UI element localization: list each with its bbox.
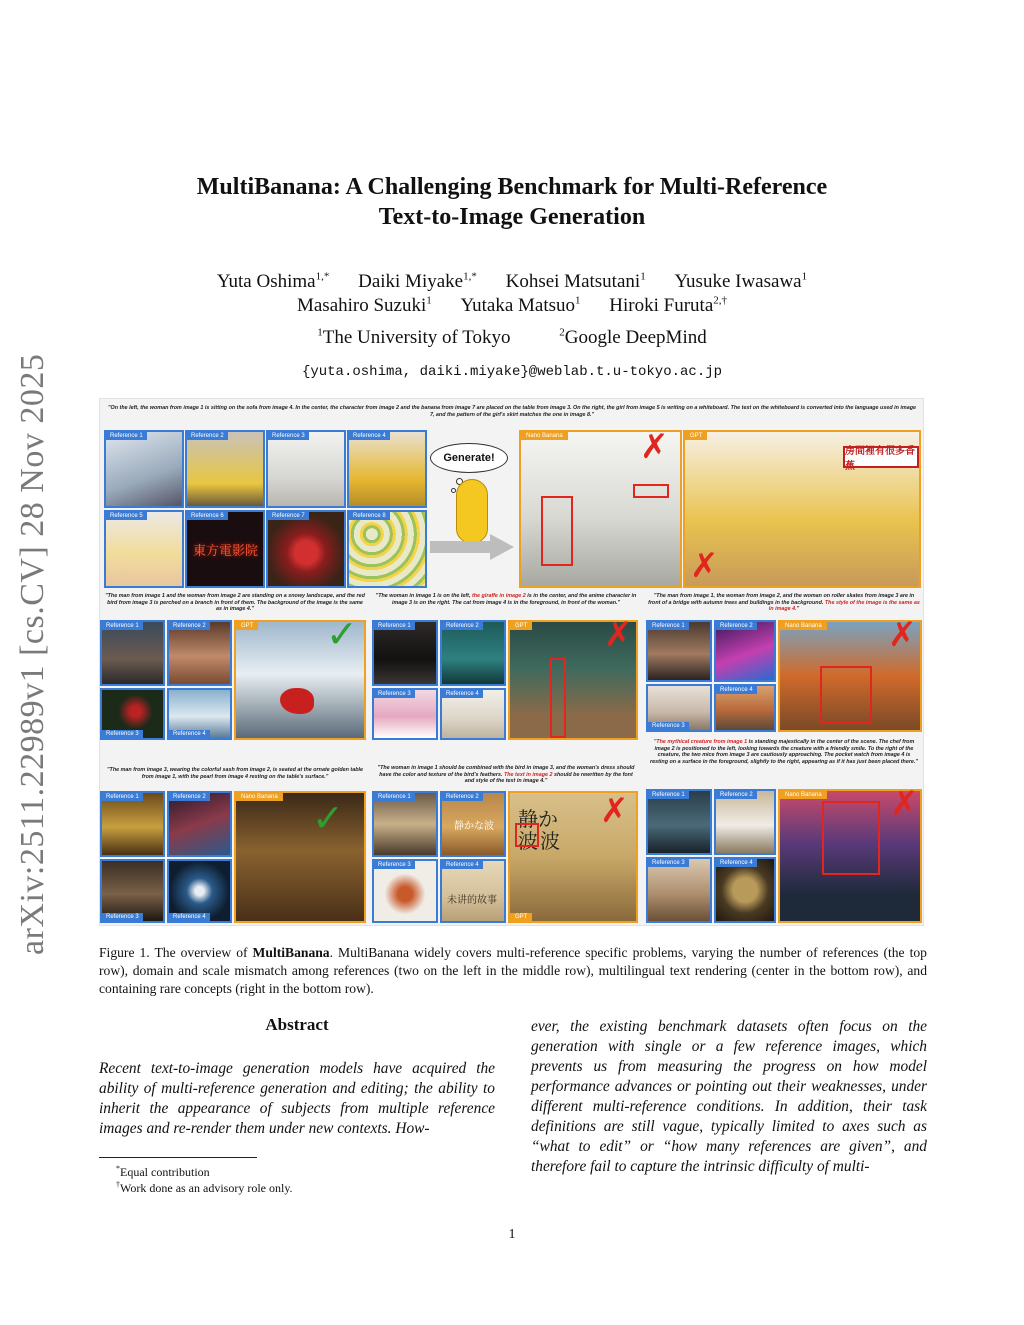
author bbox=[506, 271, 646, 292]
reference-image bbox=[714, 684, 776, 732]
title-line-2: Text-to-Image Generation bbox=[378, 204, 646, 230]
author bbox=[461, 295, 581, 316]
reference-label: Reference 3 bbox=[648, 722, 689, 730]
top-prompt: "On the left, the woman from image 1 is sitting on the sofa from image 4. In the center, the character from image 2 and the banana from image 7 are placed on the table from image 3. On the right, the girl from image 5 is writing on a whiteboard. The text on the whiteboard is converted into the language used in image 7, and the pattern of the girl's skirt matches the one in image 8." bbox=[108, 405, 916, 418]
rendered-text: 静か bbox=[518, 807, 558, 831]
affiliation-sup: 2 bbox=[559, 326, 565, 339]
affiliations bbox=[0, 326, 1024, 350]
reference-image bbox=[185, 510, 265, 588]
rendered-text: 波 bbox=[540, 829, 560, 853]
error-highlight bbox=[541, 496, 573, 566]
model-label: Nano Banana bbox=[780, 622, 827, 630]
reference-image bbox=[440, 688, 506, 740]
reference-image bbox=[347, 510, 427, 588]
model-label: GPT bbox=[236, 622, 258, 630]
abstract-left-column: Recent text-to-image generation models have acquired the ability of multi-reference generation and editing; the ability to inherit the appearance of subjects from multiple reference images and re-render them under new contexts. How- bbox=[99, 1060, 495, 1137]
error-highlight bbox=[515, 823, 539, 847]
reference-label: Reference 8 bbox=[349, 512, 390, 520]
error-highlight bbox=[633, 484, 669, 498]
title-line-1: MultiBanana: A Challenging Benchmark for Multi-Reference bbox=[196, 174, 828, 200]
reference-label: Reference 6 bbox=[187, 512, 228, 520]
cross-icon: ✗ bbox=[890, 784, 919, 824]
reference-label: Reference 2 bbox=[187, 432, 228, 440]
figure-1 bbox=[99, 398, 924, 926]
reference-image bbox=[714, 857, 776, 923]
reference-image bbox=[100, 620, 165, 686]
prompt-text: "The woman in image 1 is on the left, bbox=[375, 593, 472, 599]
cross-icon: ✗ bbox=[640, 427, 669, 467]
prompt-highlight: The text in image 2 bbox=[503, 771, 553, 778]
prompt-highlight: the giraffe in image 2 bbox=[471, 593, 526, 599]
cross-icon: ✗ bbox=[888, 615, 917, 655]
reference-label: Reference 1 bbox=[374, 622, 415, 630]
prompt-text: "The man from image 1, the woman from image 2, and the woman on roller skates from image 3 are in front of a bridge with autumn trees and buildings in the background. bbox=[648, 593, 915, 606]
prompt-text: is standing majestically in the center of the scene. The chef from image 2 is positioned to the left, looking towards the creature with a friendly smile. To the right of the creature, the two mice from image 3 are cautiously approaching. The pocket watch from image 4 is resting on a surface in the foreground, slightly to the right, appearing as if it has just been placed there." bbox=[650, 739, 918, 765]
affiliation bbox=[317, 327, 510, 348]
author-name: Yusuke Iwasawa bbox=[674, 271, 802, 292]
reference-label: Reference 3 bbox=[374, 690, 415, 698]
error-highlight bbox=[550, 658, 566, 738]
reference-image bbox=[714, 620, 776, 682]
reference-image bbox=[440, 791, 506, 857]
check-icon: ✓ bbox=[312, 796, 344, 840]
reference-label: Reference 2 bbox=[716, 791, 757, 799]
reference-image bbox=[185, 430, 265, 508]
reference-label: Reference 3 bbox=[374, 861, 415, 869]
model-label: Nano Banana bbox=[236, 793, 283, 801]
author-sup: 1 bbox=[640, 270, 646, 283]
reference-label: Reference 1 bbox=[648, 622, 689, 630]
footnote bbox=[116, 1162, 210, 1179]
reference-label: Reference 4 bbox=[169, 730, 210, 738]
reference-image bbox=[646, 789, 712, 855]
reference-image bbox=[646, 857, 712, 923]
author bbox=[297, 295, 432, 316]
model-label: Nano Banana bbox=[780, 791, 827, 799]
reference-image bbox=[714, 789, 776, 855]
author-sup: 1 bbox=[426, 294, 432, 307]
affiliation bbox=[559, 327, 706, 348]
reference-label: Reference 1 bbox=[648, 791, 689, 799]
cross-icon: ✗ bbox=[600, 791, 629, 831]
reference-label: Reference 7 bbox=[268, 512, 309, 520]
footnote-mark: † bbox=[116, 1180, 120, 1189]
reference-image bbox=[372, 859, 438, 923]
calligraphy-text: 静かな波 bbox=[454, 821, 494, 832]
arxiv-identifier: arXiv:2511.22989v1 [cs.CV] 28 Nov 2025 bbox=[14, 353, 51, 955]
cross-icon: ✗ bbox=[604, 615, 633, 655]
prompt-highlight: "The mythical creature from image 1 bbox=[653, 739, 748, 745]
model-label: GPT bbox=[510, 622, 532, 630]
reference-label: Reference 4 bbox=[349, 432, 390, 440]
middle-prompt-2 bbox=[375, 593, 637, 615]
reference-label: Reference 4 bbox=[716, 859, 757, 867]
author-name: Yutaka Matsuo bbox=[460, 295, 576, 316]
error-highlight bbox=[822, 801, 880, 875]
abstract-right-column: ever, the existing benchmark datasets often focus on the generation with single or a few reference images, which prevents us from measuring the progress on how model performance advances or pointing out their weaknesses, under different multi-reference conditions. In addition, their task definitions are still vague, typically limited to axes such as “what to edit” or “how many references are given”, and therefore fail to capture the intrinsic difficulty of multi- bbox=[531, 1018, 927, 1175]
reference-label: Reference 1 bbox=[102, 793, 143, 801]
error-highlight bbox=[820, 666, 872, 724]
caption-text: . MultiBanana widely covers multi-reference specific problems, varying the number of references (the top row), domain and scale mismatch among references (two on the left in the middle row), multilingual text rendering (center in the bottom row), and containing rare concepts (right in the bottom row). bbox=[99, 945, 927, 996]
arrow-right-icon bbox=[430, 534, 516, 560]
middle-prompt-3 bbox=[648, 593, 920, 615]
reference-label: Reference 2 bbox=[442, 793, 483, 801]
caption-prefix: Figure 1. The overview of bbox=[99, 945, 253, 960]
reference-image bbox=[372, 620, 438, 686]
author-name: Hiroki Furuta bbox=[609, 295, 714, 316]
bottom-prompt-3 bbox=[648, 739, 920, 781]
abstract-heading: Abstract bbox=[265, 1015, 329, 1034]
reference-label: Reference 3 bbox=[648, 859, 689, 867]
reference-image bbox=[372, 791, 438, 857]
authors-row-1 bbox=[0, 270, 1024, 294]
reference-image bbox=[167, 620, 232, 686]
reference-label: Reference 5 bbox=[106, 512, 147, 520]
author-sup: 1,* bbox=[315, 270, 330, 283]
reference-image bbox=[266, 510, 346, 588]
author-name: Daiki Miyake bbox=[358, 271, 464, 292]
author-email: {yuta.oshima, daiki.miyake}@weblab.t.u-tokyo.ac.jp bbox=[301, 364, 723, 380]
check-icon: ✓ bbox=[326, 612, 358, 656]
middle-prompt-1: "The man from image 1 and the woman from image 2 are standing on a snowy landscape, and the red bird from image 3 is perched on a branch in front of them. The background of the image is the same as in image 4." bbox=[105, 593, 365, 613]
reference-label: Reference 3 bbox=[102, 730, 143, 738]
reference-label: Reference 4 bbox=[442, 861, 483, 869]
footnote-text: Work done as an advisory role only. bbox=[120, 1181, 293, 1195]
neon-sign: 東方電影院 bbox=[193, 544, 259, 559]
prompt-text: is in the center, and the anime character in image 3 is on the right. The cat from image 4 is in the foreground, in front of the woman." bbox=[391, 593, 637, 606]
reference-image bbox=[646, 684, 712, 732]
prompt-text: should be rewritten by the font and style of the text in image 4." bbox=[464, 771, 633, 785]
author-name: Yuta Oshima bbox=[216, 271, 316, 292]
author bbox=[674, 271, 807, 292]
reference-image bbox=[100, 859, 165, 923]
ticket-text: 未讲的故事 bbox=[447, 895, 497, 906]
author bbox=[358, 271, 477, 292]
author-sup: 1 bbox=[575, 294, 581, 307]
reference-label: Reference 2 bbox=[716, 622, 757, 630]
prompt-highlight: The style of the image is the same as in image 4. bbox=[768, 599, 920, 613]
author-name: Masahiro Suzuki bbox=[296, 295, 427, 316]
footnote-mark: * bbox=[116, 1164, 120, 1173]
figure-caption bbox=[99, 944, 927, 998]
page-number: 1 bbox=[508, 1227, 516, 1242]
cross-icon: ✗ bbox=[690, 546, 719, 586]
reference-image bbox=[440, 859, 506, 923]
bottom-prompt-2 bbox=[375, 765, 637, 787]
caption-bold: MultiBanana bbox=[252, 945, 330, 960]
author-sup: 1,* bbox=[463, 270, 477, 283]
prompt-text: " bbox=[796, 606, 800, 613]
reference-image bbox=[100, 791, 165, 857]
reference-label: Reference 3 bbox=[102, 913, 143, 921]
model-label: Nano Banana bbox=[521, 432, 568, 440]
model-output bbox=[234, 791, 366, 923]
reference-image bbox=[100, 688, 165, 740]
footnote-rule bbox=[99, 1157, 257, 1158]
reference-label: Reference 4 bbox=[442, 690, 483, 698]
authors-row-2 bbox=[0, 294, 1024, 318]
author-name: Kohsei Matsutani bbox=[505, 271, 641, 292]
reference-label: Reference 1 bbox=[106, 432, 147, 440]
prompt-text: "The woman in image 1 should be combined with the bird in image 3, and the woman's dress should have the color and texture of the bird's feathers. bbox=[377, 765, 635, 778]
reference-image bbox=[104, 430, 184, 508]
reference-image bbox=[347, 430, 427, 508]
reference-image bbox=[372, 688, 438, 740]
model-label: GPT bbox=[510, 913, 532, 921]
reference-image bbox=[167, 859, 232, 923]
footnote-text: Equal contribution bbox=[120, 1165, 210, 1179]
reference-image bbox=[440, 620, 506, 686]
reference-label: Reference 4 bbox=[716, 686, 757, 694]
affiliation-sup: 1 bbox=[317, 326, 323, 339]
reference-image bbox=[167, 688, 232, 740]
reference-label: Reference 1 bbox=[102, 622, 143, 630]
red-bird-icon bbox=[280, 688, 314, 714]
bottom-prompt-1: "The man from image 3, wearing the colorful sash from image 2, is seated at the ornate golden table from image 1, with the pearl from image 4 resting on the table's surface." bbox=[107, 767, 363, 780]
reference-label: Reference 3 bbox=[268, 432, 309, 440]
reference-label: Reference 2 bbox=[442, 622, 483, 630]
reference-label: Reference 1 bbox=[374, 793, 415, 801]
author bbox=[609, 295, 727, 316]
rendered-text: 波 bbox=[518, 829, 538, 853]
reference-label: Reference 4 bbox=[169, 913, 210, 921]
affiliation-name: Google DeepMind bbox=[564, 327, 707, 348]
author-sup: 2,† bbox=[713, 294, 728, 307]
author-sup: 1 bbox=[801, 270, 808, 283]
model-output bbox=[683, 430, 921, 588]
whiteboard-text: 房間裡有很多香蕉 bbox=[843, 446, 919, 468]
reference-image bbox=[104, 510, 184, 588]
reference-image bbox=[167, 791, 232, 857]
paper-title bbox=[0, 172, 1024, 232]
model-label: GPT bbox=[685, 432, 707, 440]
author bbox=[217, 271, 329, 292]
reference-label: Reference 2 bbox=[169, 622, 210, 630]
reference-image bbox=[646, 620, 712, 682]
reference-label: Reference 2 bbox=[169, 793, 210, 801]
footnote bbox=[116, 1178, 293, 1195]
reference-image bbox=[266, 430, 346, 508]
affiliation-name: The University of Tokyo bbox=[322, 327, 511, 348]
generate-bubble: Generate! bbox=[430, 443, 508, 473]
